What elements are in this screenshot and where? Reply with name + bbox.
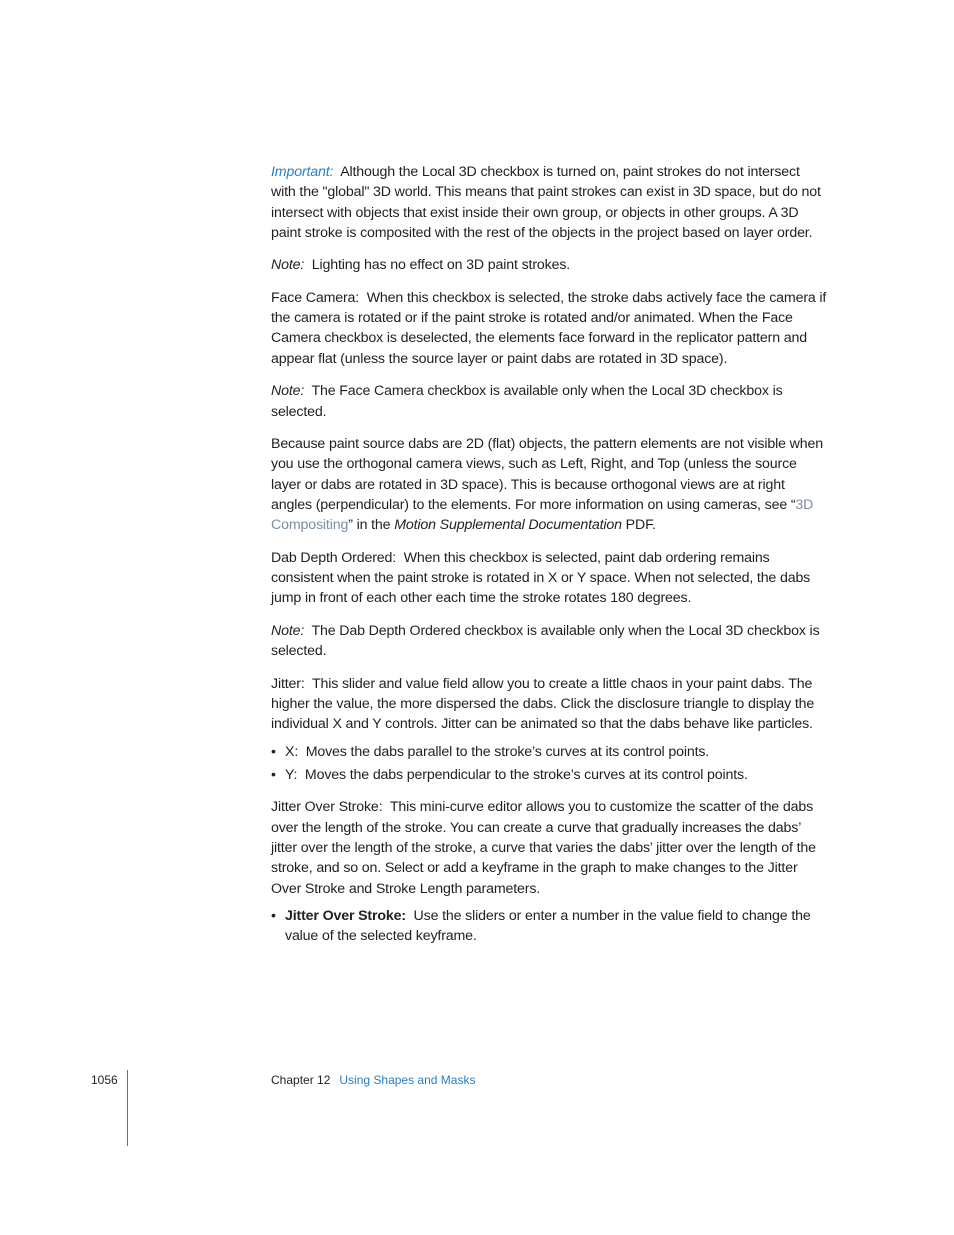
jitter-over-stroke-bullet-list [271,906,827,947]
note-lighting [271,255,827,275]
jitter-term: Jitter [271,675,301,692]
jitter-paragraph: Jitter: This slider and value field allow you to create a little chaos in your paint dabs. The higher the value, the more dispersed the dabs. Click the disclosure triangle to display the individual X and Y controls. Jitter can be animated so that the dabs behave like particles. [271,675,815,733]
paragraph-text: Because paint source dabs are 2D (flat) objects, the pattern elements are not visible when you use the orthogonal camera views, such as Left, Right, and Top (unless the source layer or dabs are rotated in 3D space). This is because orthogonal views are at right angles (perpendicular) to the elements. For more information on using cameras, see “ [271,436,823,513]
3d-compositing-link[interactable]: 3D Compositing [271,496,814,534]
jitter-bullet-list [271,742,827,786]
list-item [271,906,827,947]
jitter-over-stroke-paragraph: Jitter Over Stroke: This mini-curve editor allows you to customize the scatter of the dabs over the length of the stroke. You can create a curve that gradually increases the dabs’ jitter over the length of the stroke, a curve that varies the dabs’ jitter over the length of the stroke, and so on. Select or add a keyframe in the graph to make changes to the Jitter Over Stroke and Stroke Length parameters. [271,799,816,897]
note-label: Note: [271,257,305,274]
important-paragraph [271,162,827,243]
footer-divider [127,1070,128,1146]
bullet-icon: • [271,908,276,925]
bullet-label: Jitter Over Stroke: [285,908,406,925]
face-camera-text: When this checkbox is selected, the stroke dabs actively face the camera if the camera is rotated or if the paint stroke is rotated and/or animated. When the Face Camera checkbox is deselected, the elements face forward in the replicator pattern and appear flat (unless the source layer or paint dabs are rotated in 3D space). [271,289,827,367]
list-item [271,765,827,785]
page-number: 1056 [91,1073,118,1087]
dab-depth-paragraph: Dab Depth Ordered: When this checkbox is selected, paint dab ordering remains consistent when the paint stroke is rotated in X or Y space. When not selected, the dabs jump in front of each other each time the stroke rotates 180 degrees. [271,549,811,607]
dab-depth-term: Dab Depth Ordered [271,549,393,566]
paragraph-text: ” in the [348,517,395,534]
note-face-camera [271,381,827,422]
page-body [271,162,827,959]
note-dab-depth [271,621,827,662]
orthogonal-views-paragraph [271,434,827,535]
note-label: Note: [271,622,305,639]
chapter-label: Chapter 12 [271,1073,331,1087]
jitter-over-stroke-text: This mini-curve editor allows you to customize the scatter of the dabs over the length of the stroke. You can create a curve that gradually increases the dabs’ jitter over the length of the stroke, a curve that varies the dabs’ jitter over the length of the stroke, and so on. Select or add a keyframe in the graph to make changes to the Jitter Over Stroke and Stroke Length parameters. [271,799,816,897]
doc-title: Motion Supplemental Documentation [394,517,622,534]
note-text: Lighting has no effect on 3D paint strokes. [311,257,571,274]
face-camera-term: Face Camera [271,289,356,306]
jitter-text: This slider and value field allow you to create a little chaos in your paint dabs. The higher the value, the more dispersed the dabs. Click the disclosure triangle to display the individual X and Y controls. Jitter can be animated so that the dabs behave like particles. [271,675,815,733]
note-text: The Dab Depth Ordered checkbox is available only when the Local 3D checkbox is selected. [271,622,820,660]
bullet-text: Moves the dabs parallel to the stroke’s curves at its control points. [305,743,710,760]
important-text: Although the Local 3D checkbox is turned on, paint strokes do not intersect with the "global" 3D world. This means that paint strokes can exist in 3D space, but do not intersect with objects that exist inside their own group, or objects in other groups. A 3D paint stroke is composited with the rest of the objects in the project based on layer order. [271,164,821,241]
face-camera-paragraph: Face Camera: When this checkbox is selected, the stroke dabs actively face the camera if the camera is rotated or if the paint stroke is rotated and/or animated. When the Face Camera checkbox is deselected, the elements face forward in the replicator pattern and appear flat (unless the source layer or paint dabs are rotated in 3D space). [271,289,827,367]
jitter-over-stroke-term: Jitter Over Stroke [271,799,379,816]
bullet-text: Moves the dabs perpendicular to the stroke’s curves at its control points. [304,766,748,783]
important-label: Important: [271,164,334,180]
dab-depth-text: When this checkbox is selected, paint dab ordering remains consistent when the paint stroke is rotated in X or Y space. When not selected, the dabs jump in front of each other each time the stroke rotates 180 degrees. [271,549,811,607]
bullet-text: Use the sliders or enter a number in the value field to change the value of the selected keyframe. [285,908,811,945]
paragraph-text: PDF. [621,517,656,534]
bullet-icon: • [271,743,276,760]
note-label: Note: [271,383,305,400]
note-text: The Face Camera checkbox is available only when the Local 3D checkbox is selected. [271,383,783,420]
bullet-icon: • [271,766,276,783]
footer-chapter [271,1072,475,1088]
bullet-label: X: [285,743,299,760]
bullet-label: Y: [285,766,298,783]
chapter-title: Using Shapes and Masks [339,1073,476,1087]
list-item [271,742,827,762]
